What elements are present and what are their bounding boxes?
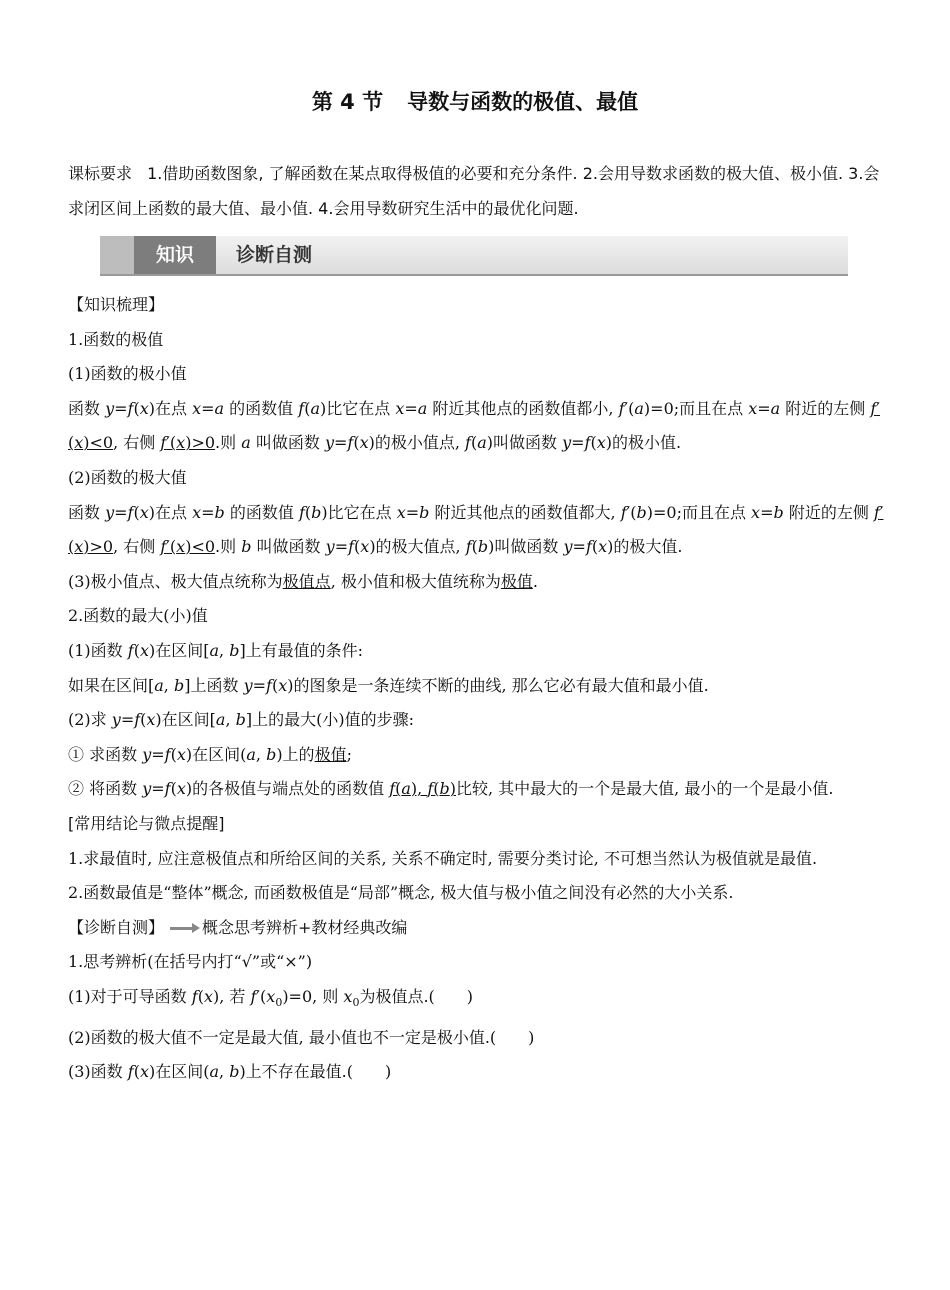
extremum-summary: (3)极小值点、极大值点统称为极值点, 极小值和极大值统称为极值. <box>68 571 538 591</box>
arrow-right-icon <box>170 923 200 933</box>
question-1-1: (1)对于可导函数 f(x), 若 $f'(x_0)=0$, 则 $x_0$为极值点.( ) <box>68 986 474 1010</box>
banner-strip <box>100 236 134 274</box>
max-min-condition-text: 如果在区间[a, b]上函数 y=f(x)的图象是一条连续不断的曲线, 那么它必有最大值和最小值. <box>68 675 709 695</box>
max-min-heading: 2.函数的最大(小)值 <box>68 606 208 626</box>
tips-heading: [常用结论与微点提醒] <box>68 813 225 833</box>
maximum-definition: 函数 y=f(x)在点 x=b 的函数值 f(b)比它在点 x=b 附近其他点的函数值都大, f′(b)=0;而且在点 x=b 附近的左侧 f′(x)>0, 右侧 f′(x)<0.则 b 叫做函数 y=f(x)的极大值点, f(b)叫做函数 y=f(x)的极大值. <box>68 502 884 557</box>
section-number: 第 4 节 <box>311 90 384 114</box>
page-title <box>0 86 950 116</box>
question-1-3: (3)函数 f(x)在区间(a, b)上不存在最值.( ) <box>68 1062 392 1082</box>
step-2: ② 将函数 y=f(x)的各极值与端点处的函数值 f(a), f(b)比较, 其中最大的一个是最大值, 最小的一个是最小值. <box>68 779 834 799</box>
curriculum-requirements <box>68 156 884 226</box>
section-banner <box>100 236 848 276</box>
diagnosis-heading: 【诊断自测】 <box>68 917 165 937</box>
max-min-steps: (2)求 y=f(x)在区间[a, b]上的最大(小)值的步骤: <box>68 710 415 730</box>
maximum-heading: (2)函数的极大值 <box>68 467 187 487</box>
diagnosis-subtitle: 概念思考辨析+教材经典改编 <box>202 917 408 937</box>
step-1: ① 求函数 y=f(x)在区间(a, b)上的极值; <box>68 744 352 764</box>
question-1-2: (2)函数的极大值不一定是最大值, 最小值也不一定是极小值.( ) <box>68 1027 535 1047</box>
max-min-condition: (1)函数 f(x)在区间[a, b]上有最值的条件: <box>68 640 364 660</box>
requirements-label: 课标要求 <box>68 164 133 183</box>
question-1: 1.思考辨析(在括号内打“√”或“×”) <box>68 952 313 972</box>
minimum-heading: (1)函数的极小值 <box>68 364 187 384</box>
minimum-definition: 函数 y=f(x)在点 x=a 的函数值 f(a)比它在点 x=a 附近其他点的函数值都小, f′(a)=0;而且在点 x=a 附近的左侧 f′(x)<0, 右侧 f′(x)>0.则 a 叫做函数 y=f(x)的极小值点, f(a)叫做函数 y=f(x)的极小值. <box>68 398 880 453</box>
main-content <box>68 288 884 1090</box>
knowledge-heading: 【知识梳理】 <box>68 295 165 314</box>
section-title: 导数与函数的极值、最值 <box>407 90 639 114</box>
banner-diagnosis-label: 诊断自测 <box>236 244 313 266</box>
tip-2: 2.函数最值是“整体”概念, 而函数极值是“局部”概念, 极大值与极小值之间没有必然的大小关系. <box>68 883 734 903</box>
diagnosis-heading-row <box>68 911 884 946</box>
extremum-heading: 1.函数的极值 <box>68 329 164 349</box>
tip-1: 1.求最值时, 应注意极值点和所给区间的关系, 关系不确定时, 需要分类讨论, 不可想当然认为极值就是最值. <box>68 848 818 868</box>
banner-knowledge-label: 知识 <box>134 236 216 274</box>
requirements-text: 1.借助函数图象, 了解函数在某点取得极值的必要和充分条件. 2.会用导数求函数的极大值、极小值. 3.会求闭区间上函数的最大值、最小值. 4.会用导数研究生活中的最优化问题. <box>68 164 880 218</box>
